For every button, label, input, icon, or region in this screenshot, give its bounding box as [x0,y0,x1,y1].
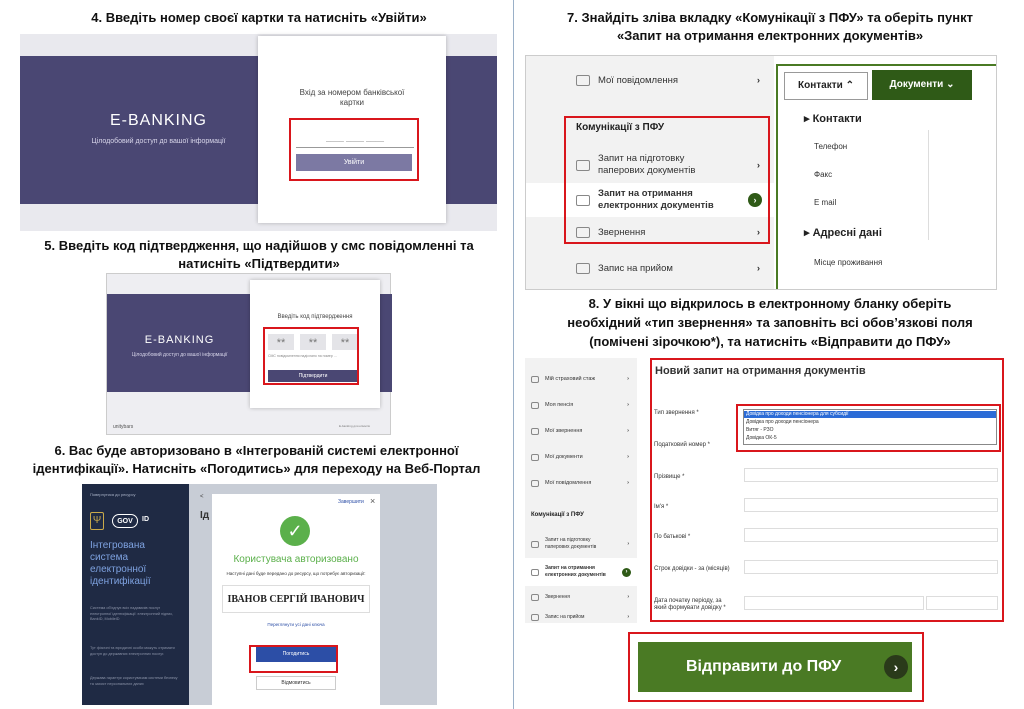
label-term: Строк довідки - за (місяців) [654,566,730,572]
calendar-icon [531,614,539,621]
documents-icon [531,454,539,461]
step-5-caption-line2: натисніть «Підтвердити» [178,256,340,271]
contact-fax: Факс [814,170,833,179]
submit-area [626,630,926,704]
govid-system-name: Інтегрована система електронної ідентифікації [90,540,151,587]
sidebar-documents-label: Мої документи [545,454,583,460]
footer-link[interactable]: E-banking для клієнтів [339,424,370,428]
form-menu-edocs-l2: електронних документів [545,572,606,578]
label-tax: Податковий номер * [654,442,711,448]
chevron-right-icon: › [627,402,629,408]
govid-screenshot [82,484,437,705]
type-option-4[interactable]: Довідка ОК-5 [746,435,777,441]
code-digit-3[interactable]: ** [332,334,358,350]
success-check-icon: ✓ [280,516,310,546]
step-6-caption-line2: ідентифікації». Натисніть «Погодитись» для переходу на Веб-Портал [32,461,481,476]
highlight-confirm [263,327,359,385]
menu-paper-docs-l2: паперових документів [598,165,696,176]
govid-logo-id: ID [142,516,149,523]
card-number-input[interactable]: ____ ____ ____ [296,128,414,148]
govid-desc-1: Система об'єднує всіх надавачів послуг електронної ідентифікації: електронний підпис, BankID, MobileID [90,606,174,621]
chevron-right-circle-icon: › [622,568,631,577]
envelope-icon [531,480,539,487]
login-button[interactable]: Увійти [296,154,412,171]
ebanking-tagline: Цілодобовий доступ до вашої інформації [91,138,226,145]
contacts-header-label: Контакти [812,113,862,125]
type-option-3[interactable]: Витяг - РЗО [746,427,774,433]
appeals-icon [531,428,539,435]
tab-documents[interactable]: Документи ⌄ [872,70,972,100]
menu-appointment[interactable] [526,254,774,282]
form-menu-appeal-label: Звернення [545,594,570,600]
chevron-right-icon: › [627,614,629,620]
sidebar-pension[interactable] [525,392,637,418]
close-icon[interactable]: × [370,496,376,506]
unitybars-logo: unitybars [113,424,134,430]
chevron-right-icon: › [627,376,629,382]
form-menu-appeal[interactable] [525,586,637,608]
chevron-right-circle-icon: › [884,655,908,679]
form-menu-paper-l2: паперових документів [545,544,597,550]
document-check-icon [531,569,539,576]
sidebar-appeals[interactable] [525,418,637,444]
contacts-divider [928,130,929,240]
period-select-2[interactable] [926,596,998,610]
highlight-type [736,404,1001,452]
step-5-caption-line1: 5. Введіть код підтвердження, що надійшов у смс повідомленні та [44,238,474,253]
label-surname: Прізвище * [654,474,685,480]
step-8-caption-line3: (помічені зірочкою*), та натисніть «Відправити до ПФУ» [589,334,951,349]
address-header: ▸ Адресні дані [804,227,882,239]
sidebar-insurance-label: Мій страховий стаж [545,376,596,382]
sidebar-appeals-label: Мої звернення [545,428,583,434]
patronymic-input[interactable] [744,528,998,542]
form-sidebar [525,358,637,623]
step-7-caption-line1: 7. Знайдіть зліва вкладку «Комунікації з ПФУ» та оберіть пункт [567,10,973,25]
form-menu-edocs-l1: Запит на отримання [545,565,595,571]
type-option-2[interactable]: Довідка про доходи пенсіонера [746,419,819,425]
contact-phone: Телефон [814,142,848,151]
confirm-card-title: Введіть код підтвердження [277,314,353,320]
step-7-caption-line2: «Запит на отримання електронних документів» [616,28,924,43]
label-period-l1: Дата початку періоду, за [654,598,722,604]
pfu-section-title: Комунікації з ПФУ [576,122,665,133]
form-section-title: Комунікації з ПФУ [531,512,584,518]
highlight-form [650,358,1004,622]
confirm-button[interactable]: Підтвердити [268,370,358,382]
term-input[interactable] [744,560,998,574]
address-header-label: Адресні дані [812,227,882,239]
form-menu-appointment[interactable] [525,610,637,623]
govid-sidebar [82,484,189,705]
name-input[interactable] [744,498,998,512]
govid-bg-letters: Ід [200,510,210,521]
code-digit-2[interactable]: ** [300,334,326,350]
login-screenshot [20,34,497,231]
login-card-title-line2: картки [339,98,365,107]
decline-button[interactable]: Відмовитись [256,676,336,690]
govid-bg-back-icon: < [200,494,204,500]
form-menu-paper[interactable] [525,530,637,558]
chevron-right-icon: › [756,74,760,86]
label-period-l2: який формувати довідку * [654,605,726,611]
chevron-right-icon: › [627,480,629,486]
tab-contacts[interactable]: Контакти ⌃ [784,72,868,100]
surname-input[interactable] [744,468,998,482]
contact-email: E mail [814,198,837,207]
sidebar-notifications[interactable] [525,470,637,496]
type-option-1[interactable]: Довідка про доходи пенсіонера для субсидії [744,411,996,418]
menu-electronic-docs-l1: Запит на отримання [598,188,693,199]
menu-paper-docs-l1: Запит на підготовку [598,153,685,164]
trident-icon: Ψ [90,512,104,530]
step-8-caption-line1: 8. У вікні що відкрилось в електронному бланку оберіть [588,296,952,311]
chevron-right-icon: › [756,159,760,171]
form-menu-paper-l1: Запит на підготовку [545,537,591,543]
ebanking-logo-2: E-BANKING [144,334,215,346]
code-digit-1[interactable]: ** [268,334,294,350]
success-message: Наступні дані буде передано до ресурсу, що потребує авторизації: [226,571,366,576]
menu-appeal-label: Звернення [598,226,646,238]
ebanking-logo: E-BANKING [109,112,207,129]
form-menu-edocs[interactable] [525,558,637,586]
chevron-right-icon: › [627,541,629,547]
form-title: Новий запит на отримання документів [655,365,866,377]
sidebar-pension-label: Моя пенсія [545,402,574,408]
view-all-data-link[interactable]: Переглянути усі дані ключа [267,622,325,627]
highlight-pfu-section [564,116,770,244]
sidebar-insurance[interactable] [525,366,637,392]
highlight-agree [249,645,338,673]
chevron-right-icon: › [627,454,629,460]
chevron-right-icon: › [756,262,760,274]
govid-modal [212,494,380,705]
sms-hint: СМС повідомлення надіслано на номер ... [268,354,337,358]
step-4-caption: 4. Введіть номер своєї картки та натисніть «Увійти» [91,10,427,25]
agree-button[interactable]: Погодитись [256,646,336,662]
label-type: Тип звернення * [654,410,699,416]
calendar-icon [576,263,590,274]
step-8-caption-line2: необхідний «тип звернення» та заповніть всі обов’язкові поля [567,315,973,330]
govid-back-link[interactable]: Повернутися до ресурсу [90,492,136,497]
pension-icon [531,402,539,409]
period-select[interactable] [744,596,924,610]
user-name: ІВАНОВ СЕРГІЙ ІВАНОВИЧ [222,585,370,613]
pfu-menu-screenshot [525,55,997,290]
chevron-right-icon: › [627,594,629,600]
success-title: Користувача авторизовано [233,554,359,565]
sidebar-notifications-label: Мої повідомлення [545,480,592,486]
menu-notifications-label: Мої повідомлення [598,74,678,86]
highlight-submit [628,632,924,702]
chevron-right-circle-icon: › [748,193,762,207]
pfu-form-screenshot [525,358,1005,623]
chevron-right-icon: › [756,226,760,238]
highlight-login [289,118,419,181]
envelope-icon [576,75,590,86]
submit-button-label: Відправити до ПФУ [686,658,842,675]
login-card-title-line1: Вхід за номером банківської [299,88,405,97]
step-6-caption-line1: 6. Вас буде авторизовано в «Інтегрованій системі електронної [54,443,459,458]
complete-link[interactable]: Завершити [338,499,364,505]
govid-desc-2: Тут фізичні та юридичні особи можуть отримати доступ до державних електронних послуг. [90,646,175,656]
form-menu-appointment-label: Запис на прийом [545,614,585,620]
govid-logo: GOV [112,514,138,528]
menu-appointment-label: Запис на прийом [598,262,673,274]
address-residence: Місце проживання [814,258,883,267]
menu-notifications[interactable] [526,66,774,94]
confirm-screenshot [106,273,391,435]
contacts-header: ▸ Контакти [804,113,862,125]
printer-icon [531,541,539,548]
pfu-right-panel [776,64,997,290]
label-name: Ім'я * [654,504,669,510]
sidebar-documents[interactable] [525,444,637,470]
mail-icon [531,594,539,601]
chevron-right-icon: › [627,428,629,434]
column-divider [513,0,514,709]
govid-desc-3: Держава гарантує користувачам системи безпеку та захист персональних даних [90,676,178,686]
ebanking-tagline-2: Цілодобовий доступ до вашої інформації [131,352,228,358]
menu-electronic-docs-l2: електронних документів [598,200,714,211]
insurance-icon [531,376,539,383]
label-patronymic: По батькові * [654,534,691,540]
